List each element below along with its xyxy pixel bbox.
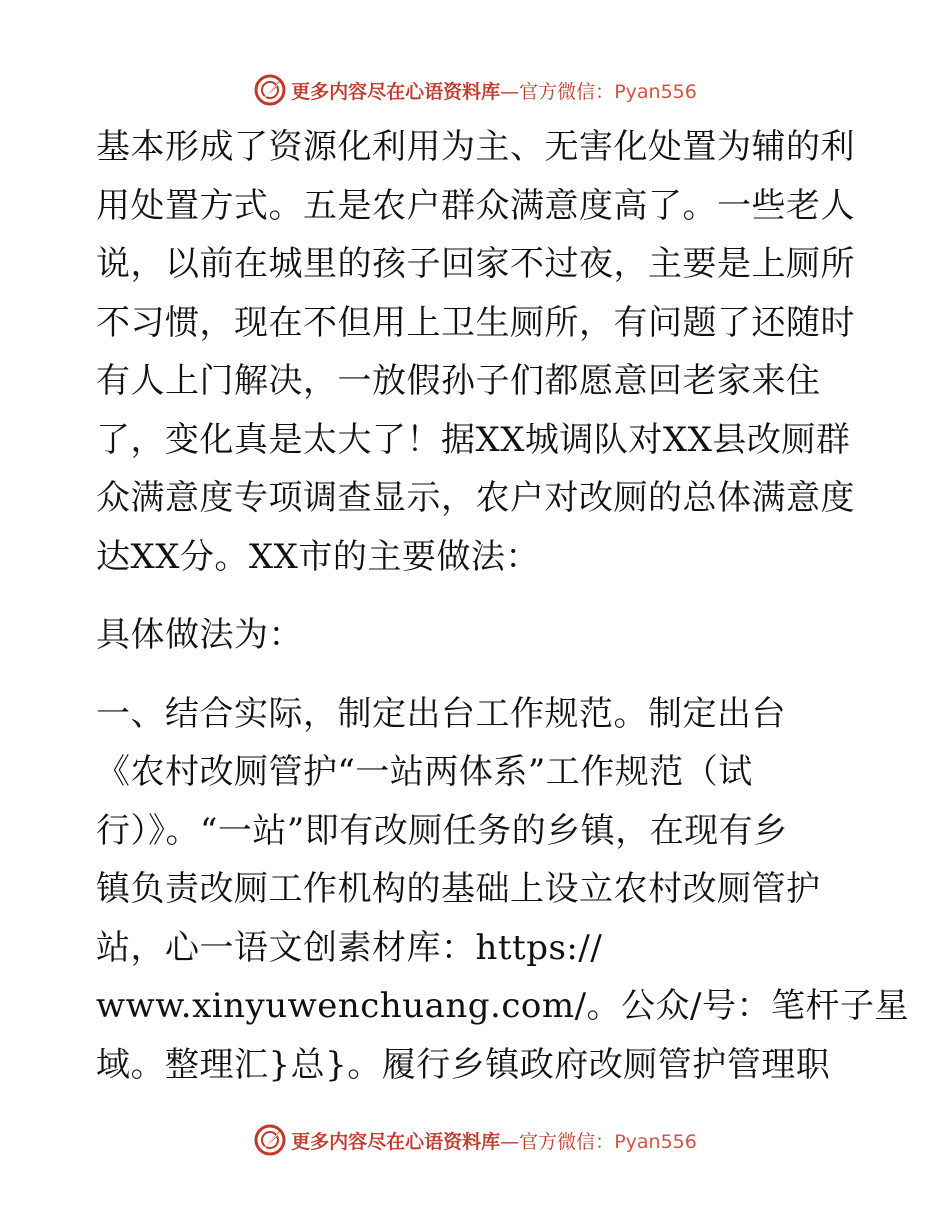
- banner-site-text: 更多内容尽在心语资料库: [291, 1130, 501, 1153]
- text-line: 具体做法为：: [96, 615, 303, 655]
- text-line: 说，以前在城里的孩子回家不过夜，主要是上厕所: [96, 244, 855, 284]
- paragraph: [96, 118, 856, 586]
- banner-text: [291, 1127, 697, 1154]
- text-line: 用处置方式。五是农户群众满意度高了。一些老人: [96, 185, 855, 226]
- text-line: 镇负责改厕工作机构的基础上设立农村改厕管护: [96, 869, 821, 909]
- banner-wechat-label: 官方微信：: [519, 1130, 615, 1153]
- banner-wechat-id: Pyan556: [614, 1130, 697, 1153]
- banner-dash: —: [500, 1130, 520, 1153]
- banner-text: [291, 77, 697, 104]
- text-line: 站，心一语文创素材库：https://: [96, 927, 603, 968]
- document-body: [96, 118, 909, 1094]
- quill-logo-icon: [253, 73, 287, 107]
- footer-banner: [0, 1120, 950, 1160]
- text-line: 达XX分。XX市的主要做法：: [96, 536, 540, 577]
- text-line: 有人上门解决，一放假孙子们都愿意回老家来住: [96, 361, 821, 401]
- banner-site-text: 更多内容尽在心语资料库: [291, 80, 501, 103]
- text-line: 不习惯，现在不但用上卫生厕所，有问题了还随时: [96, 302, 855, 343]
- banner-wechat-id: Pyan556: [614, 80, 697, 103]
- text-line: 基本形成了资源化利用为主、无害化处置为辅的利: [96, 127, 855, 167]
- text-line: 了，变化真是太大了！据XX城调队对XX县改厕群: [96, 419, 851, 460]
- text-line: 行）》。“一站”即有改厕任务的乡镇，在现有乡: [96, 810, 788, 851]
- paragraph-gap: [96, 665, 856, 685]
- text-line: 众满意度专项调查显示，农户对改厕的总体满意度: [96, 478, 855, 518]
- paragraph-gap: [96, 586, 856, 606]
- text-line: 域。整理汇}总}。履行乡镇政府改厕管护管理职: [96, 1044, 831, 1085]
- text-line: 一、结合实际，制定出台工作规范。制定出台: [96, 693, 786, 734]
- paragraph: [96, 685, 909, 1095]
- header-banner: [0, 70, 950, 110]
- banner-wechat-label: 官方微信：: [519, 80, 615, 103]
- quill-logo-icon: [253, 1123, 287, 1157]
- paragraph: [96, 606, 856, 665]
- text-line: www.xinyuwenchuang.com/。公众/号：笔杆子星: [96, 986, 909, 1026]
- banner-dash: —: [500, 80, 520, 103]
- text-line: 《农村改厕管护“一站两体系”工作规范（试: [96, 752, 753, 792]
